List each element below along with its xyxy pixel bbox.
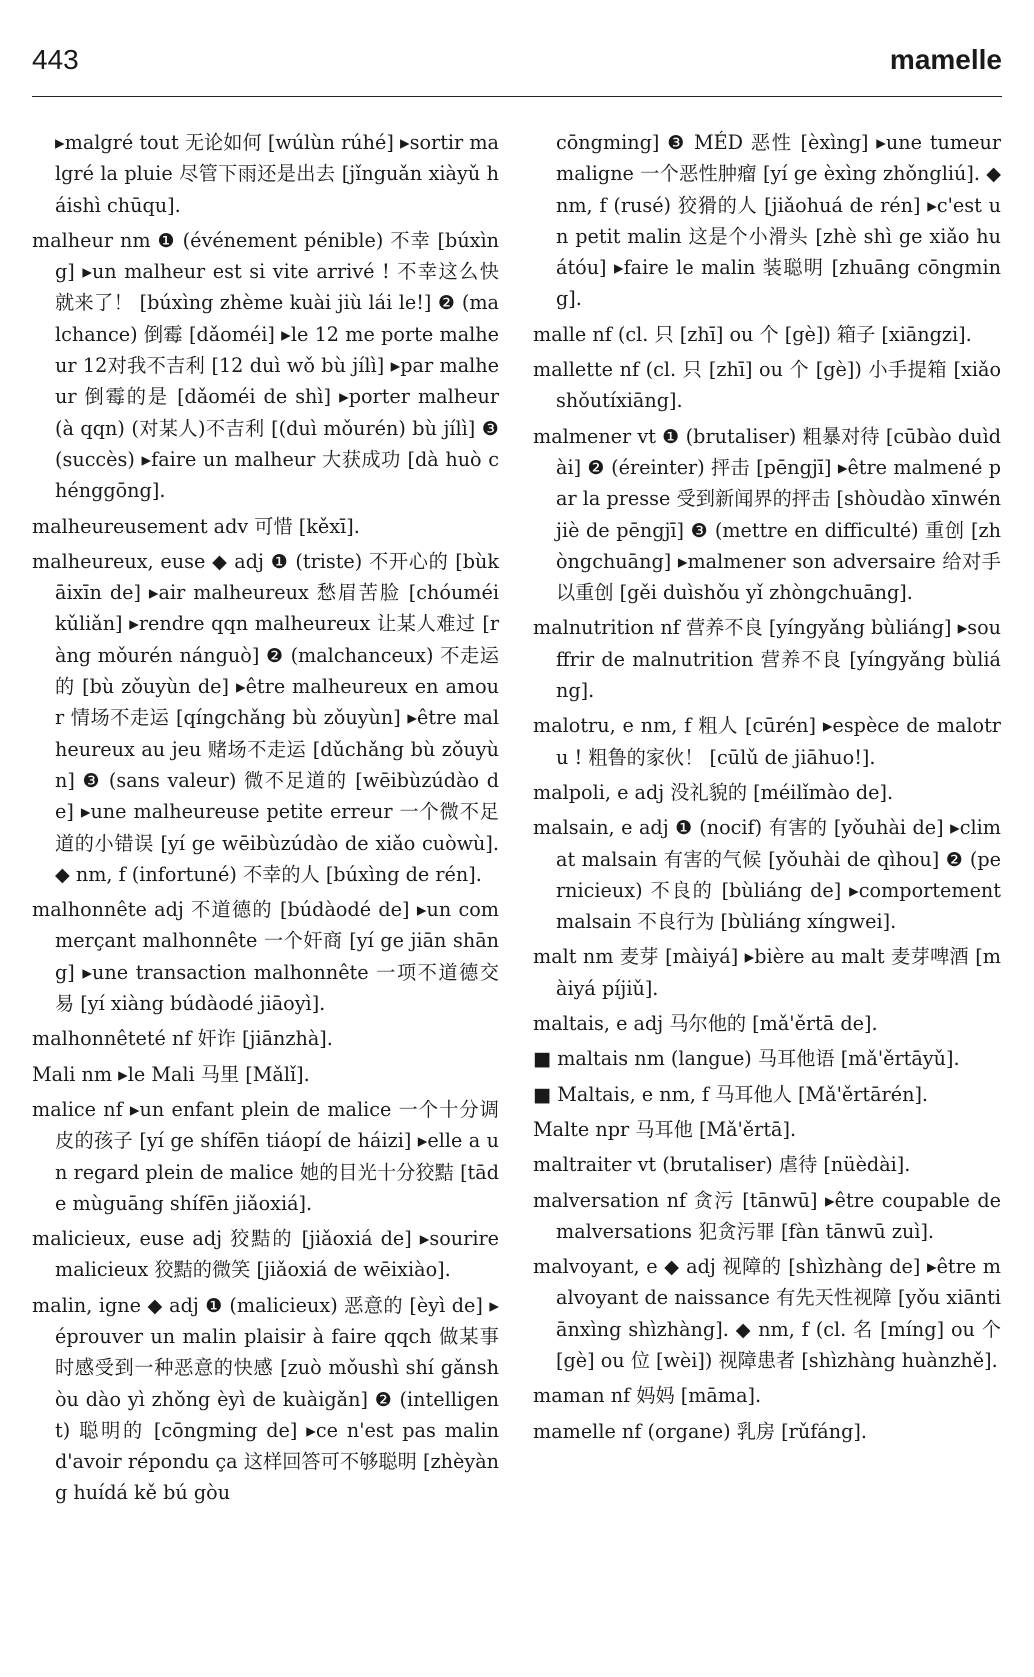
dictionary-entry: malhonnête adj 不道德的 [búdàodé de] ▸un commerçant malhonnête 一个奸商 [yí ge jiān shāng] ▸une transaction malhonnête 一项不道德交易 [yí xiàng búdàodé jiāoyì].: [32, 898, 499, 1016]
dictionary-entry: malsain, e adj ❶ (nocif) 有害的 [yǒuhài de] ▸climat malsain 有害的气候 [yǒuhài de qìhou] ❷ (pernicieux) 不良的 [bùliáng de] ▸comportement malsain 不良行为 [bùliáng xíngwei].: [533, 816, 1001, 934]
dictionary-entry: Malte npr 马耳他 [Mǎ'ěrtā].: [533, 1117, 797, 1141]
dictionary-entry: Mali nm ▸le Mali 马里 [Mǎlǐ].: [32, 1062, 310, 1086]
page-number: 443: [32, 44, 79, 75]
dictionary-entry: mamelle nf (organe) 乳房 [rǔfáng].: [533, 1419, 867, 1443]
left-column: [32, 127, 499, 1513]
dictionary-entry: malmener vt ❶ (brutaliser) 粗暴对待 [cūbào duìdài] ❷ (éreinter) 抨击 [pēngjī] ▸être malmené par la presse 受到新闻界的抨击 [shòudào xīnwénjiè de pēngjī] ❸ (mettre en difficulté) 重创 [zhòngchuāng] ▸malmener son adversaire 给对手以重创 [gěi duìshǒu yǐ zhòngchuāng].: [533, 424, 1001, 605]
running-head: mamelle: [889, 44, 1002, 75]
dictionary-entry: maltais, e adj 马尔他的 [mǎ'ěrtā de].: [533, 1012, 878, 1036]
dictionary-entry: malle nf (cl. 只 [zhī] ou 个 [gè]) 箱子 [xiāngzi].: [533, 322, 972, 346]
header-rule: [32, 96, 1002, 97]
right-column: [533, 127, 1001, 1451]
dictionary-entry: malheur nm ❶ (événement pénible) 不幸 [búxìng] ▸un malheur est si vite arrivé ! 不幸这么快就来了！ [búxìng zhème kuài jiù lái le!] ❷ (malchance) 倒霉 [dǎoméi] ▸le 12 me porte malheur 12对我不吉利 [12 duì wǒ bù jílì] ▸par malheur 倒霉的是 [dǎoméi de shì] ▸porter malheur (à qqn) (对某人)不吉利 [(duì mǒurén) bù jílì] ❸ (succès) ▸faire un malheur 大获成功 [dà huò chénggōng].: [32, 228, 499, 503]
dictionary-entry: cōngming] ❸ MÉD 恶性 [èxìng] ▸une tumeur maligne 一个恶性肿瘤 [yí ge èxìng zhǒngliú]. ◆ nm, f (rusé) 狡猾的人 [jiǎohuá de rén] ▸c'est un petit malin 这是个小滑头 [zhè shì ge xiǎo huátóu] ▸faire le malin 装聪明 [zhuāng cōngming].: [556, 131, 1001, 311]
dictionary-entry: ■ maltais nm (langue) 马耳他语 [mǎ'ěrtāyǔ].: [533, 1047, 960, 1071]
dictionary-entry: maman nf 妈妈 [māma].: [533, 1384, 762, 1408]
dictionary-entry: maltraiter vt (brutaliser) 虐待 [nüèdài].: [533, 1153, 911, 1177]
dictionary-entry: malnutrition nf 营养不良 [yíngyǎng bùliáng] ▸souffrir de malnutrition 营养不良 [yíngyǎng bùliáng].: [533, 616, 1001, 703]
dictionary-entry: malicieux, euse adj 狡黠的 [jiǎoxiá de] ▸sourire malicieux 狡黠的微笑 [jiǎoxiá de wēixiào].: [32, 1227, 499, 1282]
dictionary-entry: ■ Maltais, e nm, f 马耳他人 [Mǎ'ěrtārén].: [533, 1082, 929, 1106]
dictionary-entry: mallette nf (cl. 只 [zhī] ou 个 [gè]) 小手提箱 [xiǎo shǒutíxiāng].: [533, 358, 1001, 413]
dictionary-entry: malpoli, e adj 没礼貌的 [méilǐmào de].: [533, 780, 894, 804]
dictionary-entry: malheureusement adv 可惜 [kěxī].: [32, 514, 360, 538]
page-header: [32, 44, 1002, 96]
dictionary-entry: malt nm 麦芽 [màiyá] ▸bière au malt 麦芽啤酒 [màiyá píjiǔ].: [533, 945, 1001, 1000]
dictionary-entry: malheureux, euse ◆ adj ❶ (triste) 不开心的 [bùkāixīn de] ▸air malheureux 愁眉苦脸 [chóuméi kǔliǎn] ▸rendre qqn malheureux 让某人难过 [ràng mǒurén nánguò] ❷ (malchanceux) 不走运的 [bù zǒuyùn de] ▸être malheureux en amour 情场不走运 [qíngchǎng bù zǒuyùn] ▸être malheureux au jeu 赌场不走运 [dǔchǎng bù zǒuyùn] ❸ (sans valeur) 微不足道的 [wēibùzúdào de] ▸une malheureuse petite erreur 一个微不足道的小错误 [yí ge wēibùzúdào de xiǎo cuòwù]. ◆ nm, f (infortuné) 不幸的人 [búxìng de rén].: [32, 549, 499, 886]
dictionary-entry: malhonnêteté nf 奸诈 [jiānzhà].: [32, 1027, 333, 1051]
dictionary-entry: ▸malgré tout 无论如何 [wúlùn rúhé] ▸sortir malgré la pluie 尽管下雨还是出去 [jǐnguǎn xiàyǔ háishì chūqu].: [55, 131, 499, 217]
dictionary-entry: malin, igne ◆ adj ❶ (malicieux) 恶意的 [èyì de] ▸éprouver un malin plaisir à faire qqch 做某事时感受到一种恶意的快感 [zuò mǒushì shí gǎnshòu dào yì zhǒng èyì de kuàigǎn] ❷ (intelligent) 聪明的 [cōngming de] ▸ce n'est pas malin d'avoir répondu ça 这样回答可不够聪明 [zhèyàng huídá kě bú gòu: [32, 1293, 499, 1505]
dictionary-entry: malversation nf 贪污 [tānwū] ▸être coupable de malversations 犯贪污罪 [fàn tānwū zuì].: [533, 1188, 1001, 1243]
dictionary-entry: malice nf ▸un enfant plein de malice 一个十分调皮的孩子 [yí ge shífēn tiáopí de háizi] ▸elle a un regard plein de malice 她的目光十分狡黠 [tāde mùguāng shífēn jiǎoxiá].: [32, 1097, 499, 1215]
dictionary-entry: malvoyant, e ◆ adj 视障的 [shìzhàng de] ▸être malvoyant de naissance 有先天性视障 [yǒu xiāntiānxìng shìzhàng]. ◆ nm, f (cl. 名 [míng] ou 个 [gè] ou 位 [wèi]) 视障患者 [shìzhàng huànzhě].: [533, 1255, 1001, 1372]
dictionary-entry: malotru, e nm, f 粗人 [cūrén] ▸espèce de malotru ! 粗鲁的家伙！ [cūlǔ de jiāhuo!].: [533, 714, 1001, 769]
